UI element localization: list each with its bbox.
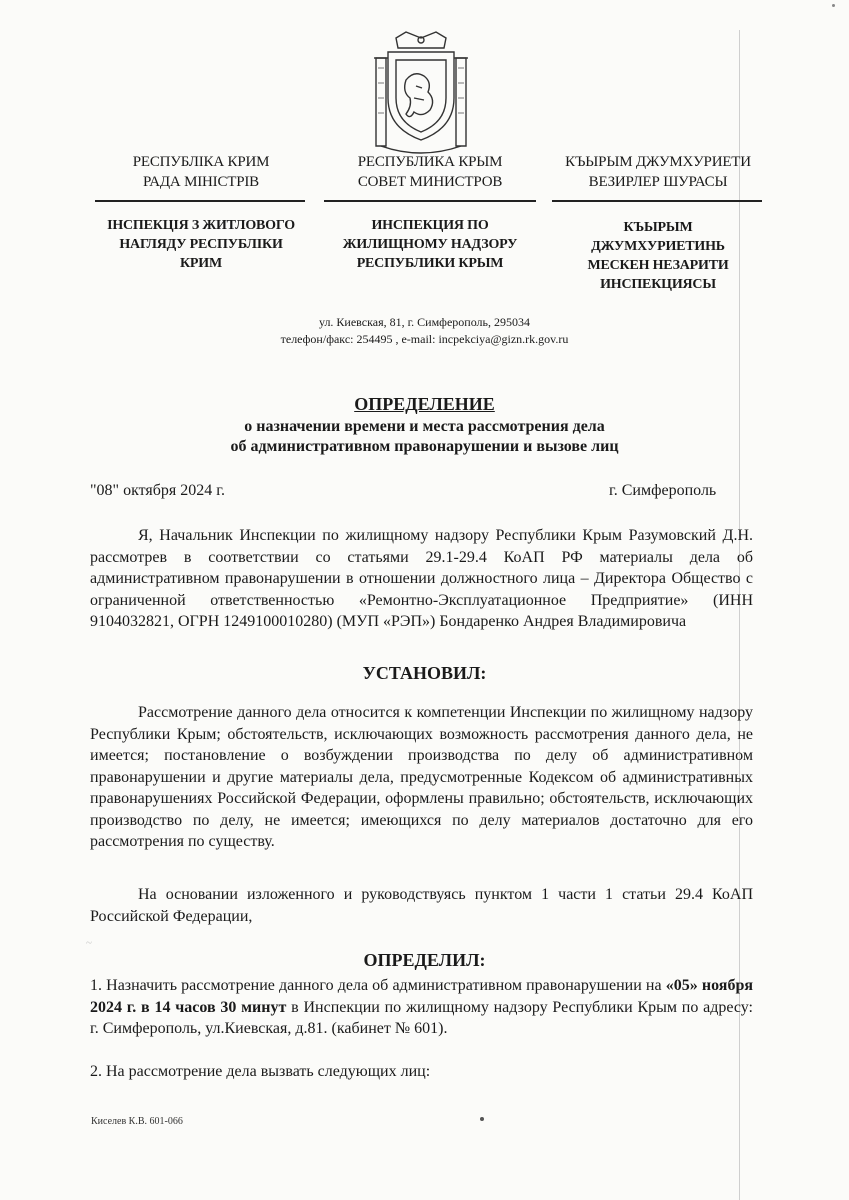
header-right-inst2: ДЖУМХУРИЕТИНЬ <box>591 239 725 254</box>
basis-paragraph: На основании изложенного и руководствуясь пунктом 1 части 1 статьи 29.4 КоАП Российской Федерации, <box>90 886 753 925</box>
header-left-inspection <box>92 216 310 273</box>
decision-item-1-post: в Инспекции по жилищному надзору Республики Крым по адресу: г. Симферополь, ул.Киевская, д.81. (кабинет № 601). <box>90 998 753 1037</box>
header-center-inspection <box>321 216 539 273</box>
header-center-line2: СОВЕТ МИНИСТРОВ <box>357 174 503 190</box>
header-right-inst1: КЪЫРЫМ <box>623 220 693 235</box>
decided-heading: ОПРЕДЕЛИЛ: <box>363 950 486 970</box>
header-center-inst3: РЕСПУБЛИКИ КРЫМ <box>356 256 504 271</box>
executor-footer: Киселев К.В. 601-066 <box>91 1116 183 1127</box>
hearing-date-time: «05» ноября 2024 г. в 14 часов 30 минут <box>90 977 753 1016</box>
header-left-inst1: ІНСПЕКЦІЯ З ЖИТЛОВОГО <box>107 218 295 233</box>
scan-speck <box>832 4 835 7</box>
header-right-line2: ВЕЗИРЛЕР ШУРАСЫ <box>588 174 728 190</box>
header-center-inst1: ИНСПЕКЦИЯ ПО <box>371 218 489 233</box>
decision-item-2: 2. На рассмотрение дела вызвать следующих лиц: <box>90 1063 431 1080</box>
header-right-line1: КЪЫРЫМ ДЖУМХУРИЕТИ <box>565 154 751 170</box>
scan-mark: ~ <box>86 937 92 949</box>
header-right-inst4: ИНСПЕКЦИЯСЫ <box>600 277 716 292</box>
established-heading: УСТАНОВИЛ: <box>362 663 487 683</box>
document-title: ОПРЕДЕЛЕНИЕ <box>354 394 495 414</box>
decision-item-1-pre: 1. Назначить рассмотрение данного дела об административном правонарушении на <box>90 977 666 994</box>
header-left-rule <box>95 200 305 202</box>
header-right-inspection <box>549 218 767 294</box>
header-left-top <box>92 152 310 192</box>
header-address: ул. Киевская, 81, г. Симферополь, 295034 <box>318 315 531 329</box>
header-contacts: телефон/факс: 254495 , e-mail: incpekciya@gizn.rk.gov.ru <box>280 332 569 346</box>
header-right-rule <box>552 200 762 202</box>
document-date: "08" октября 2024 г. <box>90 482 226 499</box>
header-right-top <box>549 152 767 192</box>
header-center-inst2: ЖИЛИЩНОМУ НАДЗОРУ <box>342 237 518 252</box>
document-subtitle-1: о назначении времени и места рассмотрения дела <box>244 418 605 435</box>
header-right-inst3: МЕСКЕН НЕЗАРИТИ <box>587 258 729 273</box>
header-left-inst3: КРИМ <box>179 256 222 271</box>
header-left-line2: РАДА МІНІСТРІВ <box>143 174 259 190</box>
intro-paragraph: Я, Начальник Инспекции по жилищному надзору Республики Крым Разумовский Д.Н. рассмотрев в соответствии со статьями 29.1-29.4 КоАП РФ материалы дела об административном правонарушении в отношении должностного лица – Директора Общество с ограниченной ответственностью «Ремонтно-Эксплуатационное Предприятие» (ИНН 9104032821, ОГРН 1249100010280) (МУП «РЭП») Бондаренко Андрея Владимировича <box>90 527 753 630</box>
header-left-line1: РЕСПУБЛІКА КРИМ <box>132 154 270 170</box>
established-paragraph: Рассмотрение данного дела относится к компетенции Инспекции по жилищному надзору Республики Крым; обстоятельств, исключающих возможность рассмотрения данного дела, не имеется; постановление о возбуждении производства по делу об административном правонарушении и другие материалы дела, предусмотренные Кодексом об административных правонарушениях Российской Федерации, оформлены правильно; обстоятельств, исключающих производство по делу, не имеется; имеющихся по делу материалов достаточно для его рассмотрения по существу. <box>90 704 753 850</box>
document-city: г. Симферополь <box>609 482 717 499</box>
document-subtitle-2: об административном правонарушении и вызове лиц <box>230 438 619 455</box>
decision-item-1 <box>90 975 753 1040</box>
scan-dot <box>480 1117 484 1121</box>
header-center-rule <box>324 200 536 202</box>
header-center-line1: РЕСПУБЛИКА КРЫМ <box>357 154 503 170</box>
header-left-inst2: НАГЛЯДУ РЕСПУБЛІКИ <box>119 237 283 252</box>
crimea-coat-of-arms-icon <box>366 28 476 158</box>
header-center-top <box>321 152 539 192</box>
